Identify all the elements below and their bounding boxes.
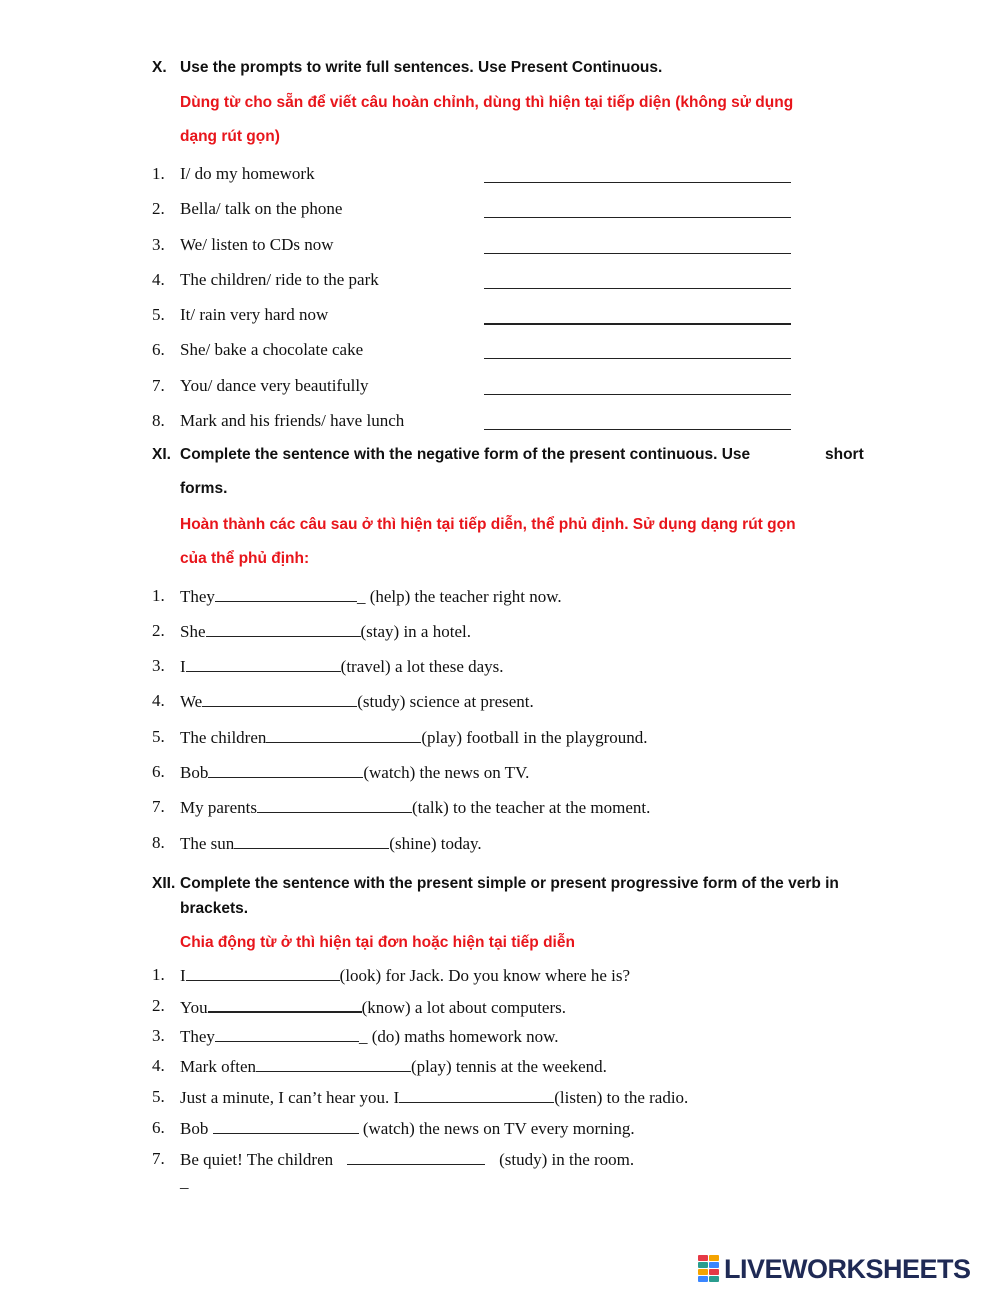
sentence-start: You [180,998,208,1017]
answer-blank[interactable] [215,1026,359,1042]
answer-blank[interactable] [186,656,341,672]
answer-line[interactable] [484,182,791,183]
section-xii-number: XII. [152,875,176,892]
sentence [180,1087,688,1108]
answer-blank[interactable] [208,996,362,1013]
item-number: 5. [152,305,165,324]
item-number: 5. [152,1087,165,1106]
sentence [180,1118,635,1139]
sentence-start: I [180,966,186,985]
sentence-start: Bob [180,1119,209,1138]
answer-line[interactable] [484,253,791,254]
sentence [180,1149,634,1170]
sentence [180,727,648,748]
section-xi-title: Complete the sentence with the negative form of the present continuous. Use [180,446,751,463]
item-number: 8. [152,411,165,430]
answer-blank[interactable] [399,1087,554,1103]
sentence-start: The children [180,728,267,747]
item-number: 6. [152,762,165,781]
sentence [180,965,630,986]
item-number: 2. [152,996,165,1015]
prompt-text: She/ bake a chocolate cake [180,340,364,359]
sentence [180,833,482,854]
sentence-start: We [180,692,203,711]
answer-blank[interactable] [215,586,357,602]
liveworksheets-logo[interactable] [698,1252,971,1286]
sentence [180,586,562,607]
item-number: 4. [152,270,165,289]
section-xi-instruction-vi-1: Hoàn thành các câu sau ở thì hiện tại tiếp diễn, thể phủ định. Sử dụng dạng rút gọn [180,516,796,533]
item-number: 1. [152,965,165,984]
section-x-instruction-vi-2: dạng rút gọn) [180,128,280,145]
answer-line[interactable] [484,288,791,289]
prompt-text: The children/ ride to the park [180,270,379,289]
answer-line[interactable] [484,217,791,218]
sentence [180,621,471,642]
prompt-text: You/ dance very beautifully [180,376,369,395]
answer-blank[interactable] [266,727,421,743]
sentence-end: (play) tennis at the weekend. [411,1057,607,1076]
section-x-title: Use the prompts to write full sentences. Use Present Continuous. [180,59,663,76]
logo-text: LIVEWORKSHEETS [724,1253,971,1284]
section-x-instruction-vi-1: Dùng từ cho sẵn để viết câu hoàn chỉnh, dùng thì hiện tại tiếp diện (không sử dụng [180,94,794,111]
sentence-start: I [180,657,186,676]
item-number: 7. [152,376,165,395]
sentence [180,762,529,783]
item-number: 3. [152,1026,165,1045]
answer-blank[interactable] [256,1056,411,1072]
sentence-end: (talk) to the teacher at the moment. [411,798,651,817]
sentence [180,1026,559,1047]
sentence-end: (look) for Jack. Do you know where he is? [339,966,631,985]
trailing-underscore: _ [180,1172,189,1191]
liveworksheets-logo-icon [698,1255,720,1283]
answer-line[interactable] [484,323,791,325]
section-xi-title-end: short [825,446,864,463]
sentence-start: Just a minute, I can’t hear you. I [180,1088,400,1107]
item-number: 1. [152,164,165,183]
prompt-text: It/ rain very hard now [180,305,329,324]
sentence-end: (listen) to the radio. [554,1088,689,1107]
sentence-start: Mark often [180,1057,257,1076]
answer-blank[interactable] [347,1149,485,1165]
item-number: 5. [152,727,165,746]
sentence-start: Bob [180,763,209,782]
sentence [180,691,534,712]
answer-blank[interactable] [213,1118,359,1134]
item-number: 4. [152,691,165,710]
answer-blank[interactable] [257,797,412,813]
sentence-start: Be quiet! The children [180,1150,334,1169]
sentence [180,797,650,818]
item-number: 1. [152,586,165,605]
answer-blank[interactable] [208,762,363,778]
item-number: 4. [152,1056,165,1075]
sentence-end: (study) in the room. [499,1150,635,1169]
prompt-text: Mark and his friends/ have lunch [180,411,405,430]
prompt-text: We/ listen to CDs now [180,235,334,254]
sentence-end: (shine) today. [389,834,482,853]
sentence-start: She [180,622,206,641]
answer-line[interactable] [484,358,791,359]
section-xii-title-line2: brackets. [180,900,249,917]
sentence-end: (know) a lot about computers. [361,998,567,1017]
item-number: 2. [152,199,165,218]
answer-blank[interactable] [206,621,361,637]
sentence-end: (play) football in the playground. [421,728,648,747]
sentence-end: (watch) the news on TV every morning. [362,1119,635,1138]
sentence [180,656,504,677]
sentence-start: My parents [180,798,257,817]
section-x-number: X. [152,59,167,76]
sentence-end: (stay) in a hotel. [360,622,471,641]
answer-blank[interactable] [202,691,357,707]
sentence-end: _ (do) maths homework now. [358,1027,559,1046]
item-number: 3. [152,235,165,254]
section-xi-title-line2: forms. [180,480,228,497]
sentence-start: The sun [180,834,235,853]
sentence [180,1056,607,1077]
prompt-text: Bella/ talk on the phone [180,199,343,218]
item-number: 7. [152,1149,165,1168]
item-number: 6. [152,340,165,359]
sentence-end: (study) science at present. [357,692,534,711]
item-number: 2. [152,621,165,640]
section-xii-instruction-vi: Chia động từ ở thì hiện tại đơn hoặc hiện tại tiếp diễn [180,934,575,951]
answer-line[interactable] [484,394,791,395]
item-number: 7. [152,797,165,816]
prompt-text: I/ do my homework [180,164,315,183]
sentence-start: They [180,1027,215,1046]
sentence-end: _ (help) the teacher right now. [356,587,562,606]
section-xi-instruction-vi-2: của thể phủ định: [180,550,310,567]
sentence [180,996,566,1018]
answer-line[interactable] [484,429,791,430]
sentence-end: (travel) a lot these days. [340,657,504,676]
item-number: 8. [152,833,165,852]
sentence-end: (watch) the news on TV. [363,763,530,782]
section-xii-title: Complete the sentence with the present simple or present progressive form of the verb in [180,875,839,892]
item-number: 3. [152,656,165,675]
item-number: 6. [152,1118,165,1137]
answer-blank[interactable] [234,833,389,849]
sentence-start: They [180,587,215,606]
section-xi-number: XI. [152,446,171,463]
answer-blank[interactable] [186,965,340,981]
